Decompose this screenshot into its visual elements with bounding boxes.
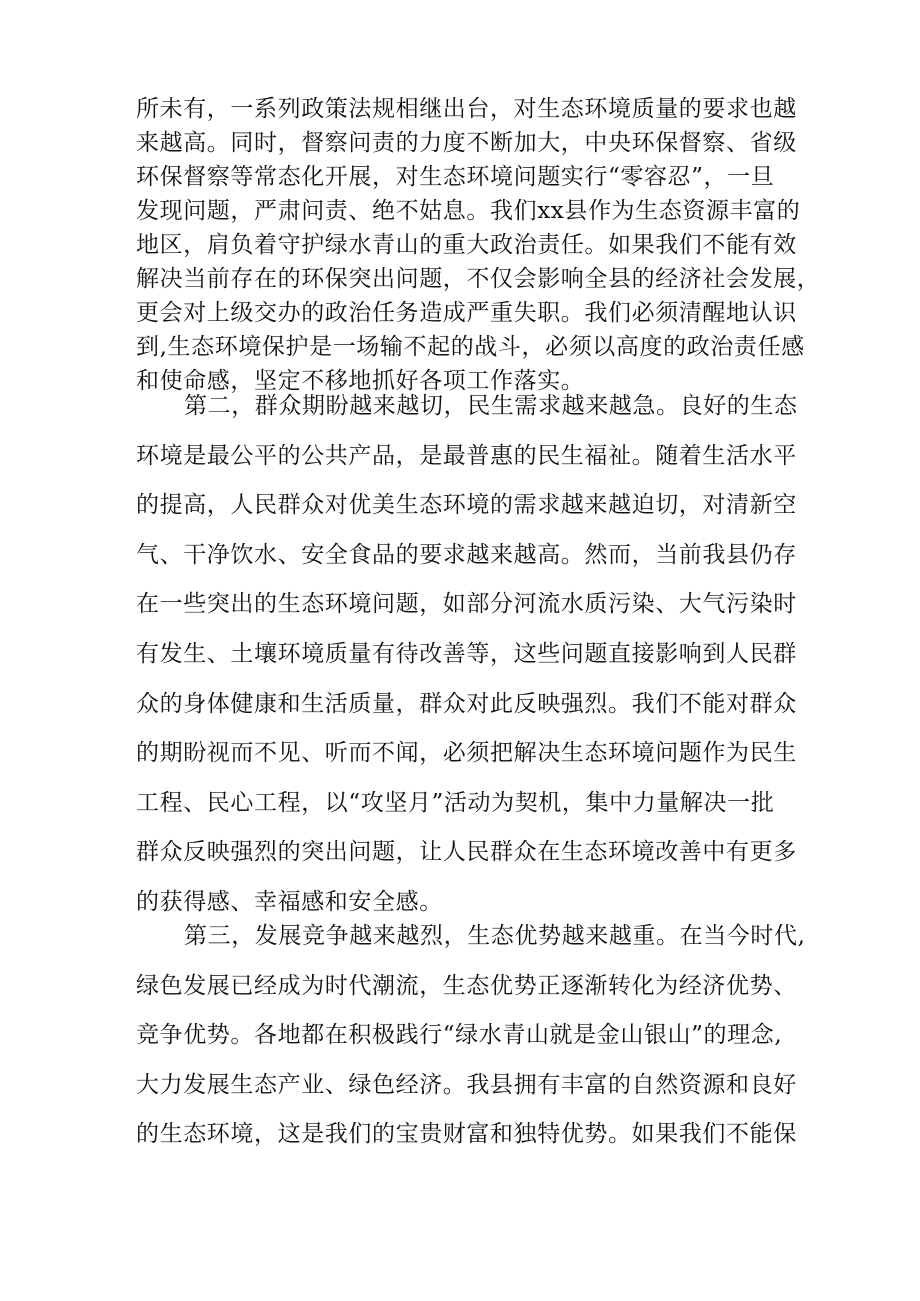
paragraph-line: 众的身体健康和生活质量，群众对此反映强烈。我们不能对群众 xyxy=(136,690,797,717)
paragraph-line: 和使命感，坚定不移地抓好各项工作落实。 xyxy=(136,368,585,394)
paragraph-line: 发现问题，严肃问责、绝不姑息。我们xx县作为生态资源丰富的 xyxy=(136,198,801,224)
paragraph-line: 的生态环境，这是我们的宝贵财富和独特优势。如果我们不能保 xyxy=(136,1121,797,1148)
paragraph-line: 有发生、土壤环境质量有待改善等，这些问题直接影响到人民群 xyxy=(136,640,797,667)
paragraph-line: 地区，肩负着守护绿水青山的重大政治责任。如果我们不能有效 xyxy=(136,232,797,258)
paragraph-line: 到,生态环境保护是一场输不起的战斗，必须以高度的政治责任感 xyxy=(136,334,805,360)
paragraph-line: 绿色发展已经成为时代潮流，生态优势正逐渐转化为经济优势、 xyxy=(136,972,797,999)
paragraph-line: 在一些突出的生态环境问题，如部分河流水质污染、大气污染时 xyxy=(136,591,797,618)
paragraph-continuation xyxy=(136,92,821,398)
paragraph-line: 第二，群众期盼越来越切，民生需求越来越急。良好的生态 xyxy=(184,393,798,419)
paragraph-line: 大力发展生态产业、绿色经济。我县拥有丰富的自然资源和良好 xyxy=(136,1071,797,1098)
paragraph-line: 的获得感、幸福感和安全感。 xyxy=(136,888,443,915)
paragraph-line: 解决当前存在的环保突出问题，不仅会影响全县的经济社会发展， xyxy=(136,266,821,292)
paragraph-line: 的期盼视而不见、听而不闻，必须把解决生态环境问题作为民生 xyxy=(136,740,797,767)
paragraph-line: 第三，发展竞争越来越烈，生态优势越来越重。在当今时代, xyxy=(184,923,806,949)
paragraph-line: 气、干净饮水、安全食品的要求越来越高。然而，当前我县仍存 xyxy=(136,541,797,568)
paragraph-line: 环保督察等常态化开展，对生态环境问题实行“零容忍”，一旦 xyxy=(136,164,775,190)
paragraph-line: 工程、民心工程，以“攻坚月”活动为契机，集中力量解决一批 xyxy=(136,789,775,816)
paragraph-line: 所未有，一系列政策法规相继出台，对生态环境质量的要求也越 xyxy=(136,96,797,122)
paragraph-third xyxy=(136,912,806,1160)
paragraph-second xyxy=(136,382,796,928)
paragraph-line: 更会对上级交办的政治任务造成严重失职。我们必须清醒地认识 xyxy=(136,300,797,326)
paragraph-line: 群众反映强烈的突出问题，让人民群众在生态环境改善中有更多 xyxy=(136,839,797,866)
paragraph-line: 环境是最公平的公共产品，是最普惠的民生福祉。随着生活水平 xyxy=(136,442,797,469)
paragraph-line: 的提高，人民群众对优美生态环境的需求越来越迫切，对清新空 xyxy=(136,492,797,519)
paragraph-line: 来越高。同时，督察问责的力度不断加大，中央环保督察、省级 xyxy=(136,130,797,156)
paragraph-line: 竞争优势。各地都在积极践行“绿水青山就是金山银山”的理念, xyxy=(136,1022,783,1049)
